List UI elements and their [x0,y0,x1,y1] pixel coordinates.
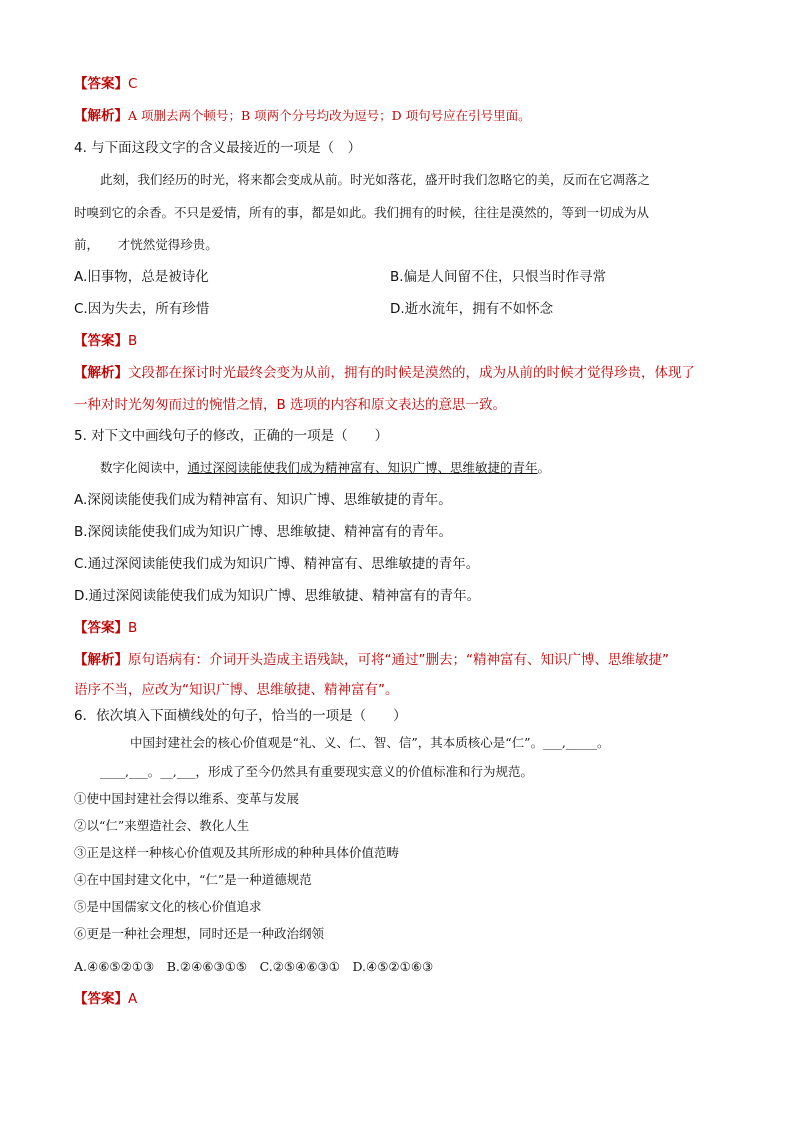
q6-item: ②以“仁”来塑造社会、教化人生 [74,818,250,833]
q4-option-d: D.逝水流年，拥有不如怀念 [390,301,554,317]
q4-option-b: B.偏是人间留不住，只恨当时作寻常 [390,269,607,285]
answer-tag: 【答案】 [74,991,128,1007]
q5-option-c: C.通过深阅读能使我们成为知识广博、精神富有、思维敏捷的青年。 [74,556,480,572]
q5-option-b: B.深阅读能使我们成为知识广博、思维敏捷、精神富有的青年。 [74,524,453,540]
q5-option-a: A.深阅读能使我们成为精神富有、知识广博、思维敏捷的青年。 [74,492,452,508]
q5-passage [100,458,550,478]
q6-item: ③正是这样一种核心价值观及其所形成的种种具体价值范畴 [74,845,400,860]
q4-passage-line: 时嗅到它的余香。不只是爱情，所有的事，都是如此。我们拥有的时候，往往是漠然的，等到一切成为从 [74,205,650,220]
q5-analysis-text: 原句语病有：介词开头造成主语残缺，可将“通过”删去；“精神富有、知识广博、思维敏捷” [128,652,669,668]
answer-tag: 【答案】 [74,620,128,636]
q6-item: ①使中国封建社会得以维系、变革与发展 [74,791,300,806]
q5-answer: B [128,620,138,636]
q6-passage-line: 中国封建社会的核心价值观是“礼、义、仁、智、信”，其本质核心是“仁”。___,_____。 [130,735,610,750]
q4-analysis-text: 一种对时光匆匆而过的惋惜之情，B 选项的内容和原文表达的意思一致。 [74,397,507,413]
q6-item: ④在中国封建文化中，“仁”是一种道德规范 [74,872,312,887]
q4-options-row [74,267,607,287]
q4-analysis-line [74,363,695,383]
q5-underlined-sentence: 通过深阅读能使我们成为精神富有、知识广博、思维敏捷的青年 [187,460,538,475]
q5-passage-suffix: 。 [537,460,551,475]
q4-stem: 4. 与下面这段文字的含义最接近的一项是（ ） [74,140,362,156]
q4-passage-line: 此刻，我们经历的时光，将来都会变成从前。时光如落花，盛开时我们忽略它的美，反而在它凋落之 [100,172,651,187]
q6-passage-line: ____,___。__,___，形成了至今仍然具有重要现实意义的价值标准和行为规范。 [100,764,533,779]
q4-option-c: C.因为失去，所有珍惜 [74,301,210,317]
q4-answer-line [74,331,137,351]
q5-answer-line [74,618,137,638]
q4-options-row [74,299,554,319]
q4-passage-line: 前， 才恍然觉得珍贵。 [74,237,218,252]
q6-stem: 6．依次填入下面横线处的句子，恰当的一项是（ ） [74,708,407,724]
q6-item: ⑥更是一种社会理想，同时还是一种政治纲领 [74,926,325,941]
q3-analysis: A 项删去两个顿号；B 项两个分号均改为逗号；D 项句号应在引号里面。 [128,108,531,123]
q3-answer-line [74,74,137,94]
q5-stem: 5. 对下文中画线句子的修改，正确的一项是（ ） [74,428,389,444]
q5-analysis-line [74,650,669,670]
q5-analysis-text: 语序不当，应改为“知识广博、思维敏捷、精神富有”。 [74,682,399,698]
q5-option-d: D.通过深阅读能使我们成为知识广博、思维敏捷、精神富有的青年。 [74,588,481,604]
q4-analysis-text: 文段都在探讨时光最终会变为从前，拥有的时候是漠然的，成为从前的时候才觉得珍贵，体现了 [128,365,695,381]
q6-answer: A [128,991,138,1007]
q6-answer-line [74,989,137,1009]
q3-answer: C [128,76,138,92]
q4-option-a: A.旧事物，总是被诗化 [74,269,209,285]
answer-tag: 【答案】 [74,76,128,92]
answer-tag: 【答案】 [74,333,128,349]
q6-options: A.④⑥⑤②①③ B.②④⑥③①⑤ C.②⑤④⑥③① D.④⑤②①⑥③ [74,959,434,974]
analysis-tag: 【解析】 [74,652,128,668]
q6-item: ⑤是中国儒家文化的核心价值追求 [74,899,262,914]
q5-passage-prefix: 数字化阅读中， [100,460,188,475]
q4-answer: B [128,333,138,349]
analysis-tag: 【解析】 [74,108,128,124]
q3-analysis-line [74,106,531,126]
analysis-tag: 【解析】 [74,365,128,381]
